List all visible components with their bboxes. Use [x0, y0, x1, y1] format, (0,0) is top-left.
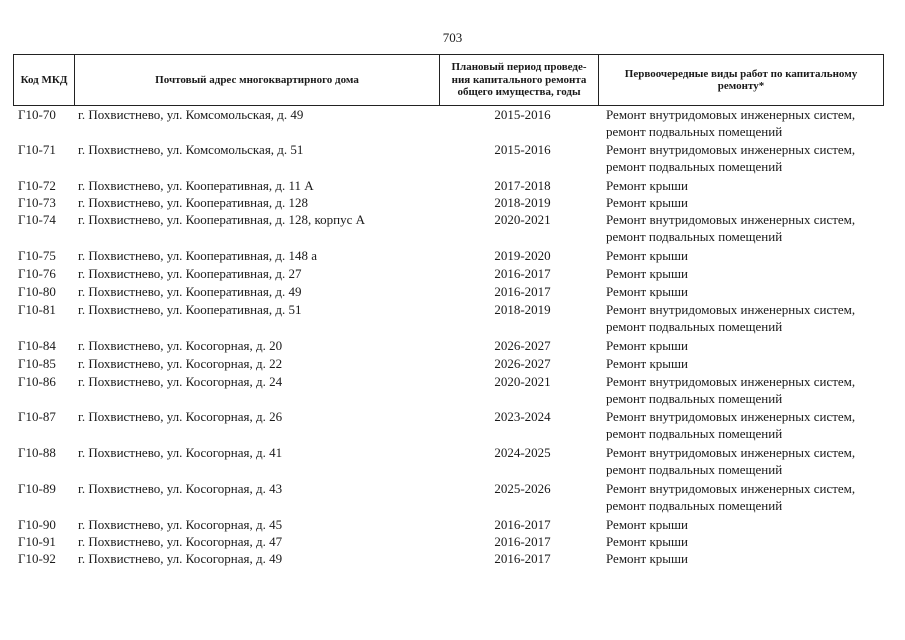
- works-line: ремонт подвальных помещений: [606, 426, 783, 441]
- cell-address: г. Похвистнево, ул. Косогорная, д. 26: [78, 409, 283, 424]
- cell-address: г. Похвистнево, ул. Кооперативная, д. 27: [78, 266, 302, 281]
- cell-works: [606, 141, 855, 175]
- works-line: Ремонт крыши: [606, 517, 688, 532]
- header-address: Почтовый адрес многоквартирного дома: [74, 55, 439, 105]
- header-code: Код МКД: [13, 55, 74, 105]
- cell-code: Г10-75: [18, 248, 56, 263]
- works-line: ремонт подвальных помещений: [606, 159, 783, 174]
- cell-works: [606, 177, 688, 194]
- cell-code: Г10-73: [18, 195, 56, 210]
- cell-period: 2016-2017: [494, 551, 551, 566]
- cell-period: 2016-2017: [494, 266, 551, 281]
- cell-address: г. Похвистнево, ул. Косогорная, д. 43: [78, 481, 283, 496]
- cell-works: [606, 194, 688, 211]
- works-line: Ремонт крыши: [606, 356, 688, 371]
- cell-code: Г10-88: [18, 445, 56, 460]
- works-line: ремонт подвальных помещений: [606, 319, 783, 334]
- works-line: Ремонт внутридомовых инженерных систем,: [606, 212, 856, 227]
- cell-period: 2026-2027: [494, 338, 551, 353]
- cell-works: [606, 550, 688, 567]
- works-line: ремонт подвальных помещений: [606, 229, 783, 244]
- cell-code: Г10-76: [18, 266, 56, 281]
- cell-address: г. Похвистнево, ул. Комсомольская, д. 51: [78, 142, 304, 157]
- cell-works: [606, 373, 855, 407]
- cell-code: Г10-81: [18, 302, 56, 317]
- cell-works: [606, 265, 688, 282]
- works-line: Ремонт внутридомовых инженерных систем,: [606, 374, 856, 389]
- works-line: Ремонт крыши: [606, 195, 688, 210]
- works-line: ремонт подвальных помещений: [606, 391, 783, 406]
- cell-address: г. Похвистнево, ул. Кооперативная, д. 128, корпус А: [78, 212, 365, 227]
- cell-period: 2018-2019: [494, 302, 551, 317]
- cell-address: г. Похвистнево, ул. Косогорная, д. 20: [78, 338, 283, 353]
- works-line: Ремонт внутридомовых инженерных систем,: [606, 481, 856, 496]
- cell-works: [606, 211, 855, 245]
- cell-code: Г10-71: [18, 142, 56, 157]
- header-works: Первоочередные виды работ по капитальному ремонту*: [598, 55, 884, 105]
- cell-period: 2016-2017: [494, 517, 551, 532]
- works-line: ремонт подвальных помещений: [606, 462, 783, 477]
- cell-works: [606, 480, 855, 514]
- cell-code: Г10-86: [18, 374, 56, 389]
- cell-works: [606, 106, 855, 140]
- works-line: Ремонт крыши: [606, 284, 688, 299]
- cell-code: Г10-90: [18, 517, 56, 532]
- works-line: Ремонт крыши: [606, 178, 688, 193]
- cell-address: г. Похвистнево, ул. Косогорная, д. 49: [78, 551, 283, 566]
- cell-code: Г10-92: [18, 551, 56, 566]
- cell-address: г. Похвистнево, ул. Кооперативная, д. 51: [78, 302, 302, 317]
- cell-period: 2020-2021: [494, 374, 551, 389]
- cell-address: г. Похвистнево, ул. Комсомольская, д. 49: [78, 107, 304, 122]
- cell-works: [606, 444, 855, 478]
- cell-period: 2019-2020: [494, 248, 551, 263]
- works-line: Ремонт крыши: [606, 248, 688, 263]
- cell-period: 2025-2026: [494, 481, 551, 496]
- cell-address: г. Похвистнево, ул. Косогорная, д. 24: [78, 374, 283, 389]
- cell-address: г. Похвистнево, ул. Косогорная, д. 47: [78, 534, 283, 549]
- cell-works: [606, 283, 688, 300]
- cell-code: Г10-70: [18, 107, 56, 122]
- works-line: Ремонт внутридомовых инженерных систем,: [606, 142, 856, 157]
- cell-works: [606, 516, 688, 533]
- cell-address: г. Похвистнево, ул. Кооперативная, д. 128: [78, 195, 308, 210]
- cell-code: Г10-85: [18, 356, 56, 371]
- cell-works: [606, 301, 855, 335]
- cell-address: г. Похвистнево, ул. Косогорная, д. 41: [78, 445, 283, 460]
- works-line: Ремонт крыши: [606, 534, 688, 549]
- works-line: Ремонт крыши: [606, 266, 688, 281]
- works-line: ремонт подвальных помещений: [606, 124, 783, 139]
- works-line: Ремонт внутридомовых инженерных систем,: [606, 107, 856, 122]
- cell-period: 2023-2024: [494, 409, 551, 424]
- cell-code: Г10-91: [18, 534, 56, 549]
- cell-period: 2016-2017: [494, 534, 551, 549]
- cell-period: 2016-2017: [494, 284, 551, 299]
- cell-period: 2020-2021: [494, 212, 551, 227]
- cell-works: [606, 355, 688, 372]
- cell-works: [606, 337, 688, 354]
- cell-period: 2017-2018: [494, 178, 551, 193]
- cell-works: [606, 408, 855, 442]
- cell-code: Г10-72: [18, 178, 56, 193]
- cell-period: 2018-2019: [494, 195, 551, 210]
- cell-code: Г10-89: [18, 481, 56, 496]
- cell-address: г. Похвистнево, ул. Косогорная, д. 45: [78, 517, 283, 532]
- cell-code: Г10-74: [18, 212, 56, 227]
- cell-period: 2015-2016: [494, 107, 551, 122]
- page-number: 703: [442, 30, 463, 45]
- cell-code: Г10-87: [18, 409, 56, 424]
- cell-works: [606, 533, 688, 550]
- works-line: Ремонт крыши: [606, 551, 688, 566]
- cell-code: Г10-80: [18, 284, 56, 299]
- cell-address: г. Похвистнево, ул. Кооперативная, д. 49: [78, 284, 302, 299]
- cell-period: 2026-2027: [494, 356, 551, 371]
- header-period: Плановый период проведе-ния капитального ремонта общего имущества, годы: [439, 55, 598, 105]
- works-line: Ремонт внутридомовых инженерных систем,: [606, 409, 856, 424]
- cell-period: 2024-2025: [494, 445, 551, 460]
- cell-address: г. Похвистнево, ул. Кооперативная, д. 11 А: [78, 178, 314, 193]
- cell-period: 2015-2016: [494, 142, 551, 157]
- cell-address: г. Похвистнево, ул. Косогорная, д. 22: [78, 356, 283, 371]
- cell-works: [606, 247, 688, 264]
- works-line: ремонт подвальных помещений: [606, 498, 783, 513]
- cell-code: Г10-84: [18, 338, 56, 353]
- works-line: Ремонт внутридомовых инженерных систем,: [606, 445, 856, 460]
- works-line: Ремонт внутридомовых инженерных систем,: [606, 302, 856, 317]
- cell-address: г. Похвистнево, ул. Кооперативная, д. 148 а: [78, 248, 317, 263]
- works-line: Ремонт крыши: [606, 338, 688, 353]
